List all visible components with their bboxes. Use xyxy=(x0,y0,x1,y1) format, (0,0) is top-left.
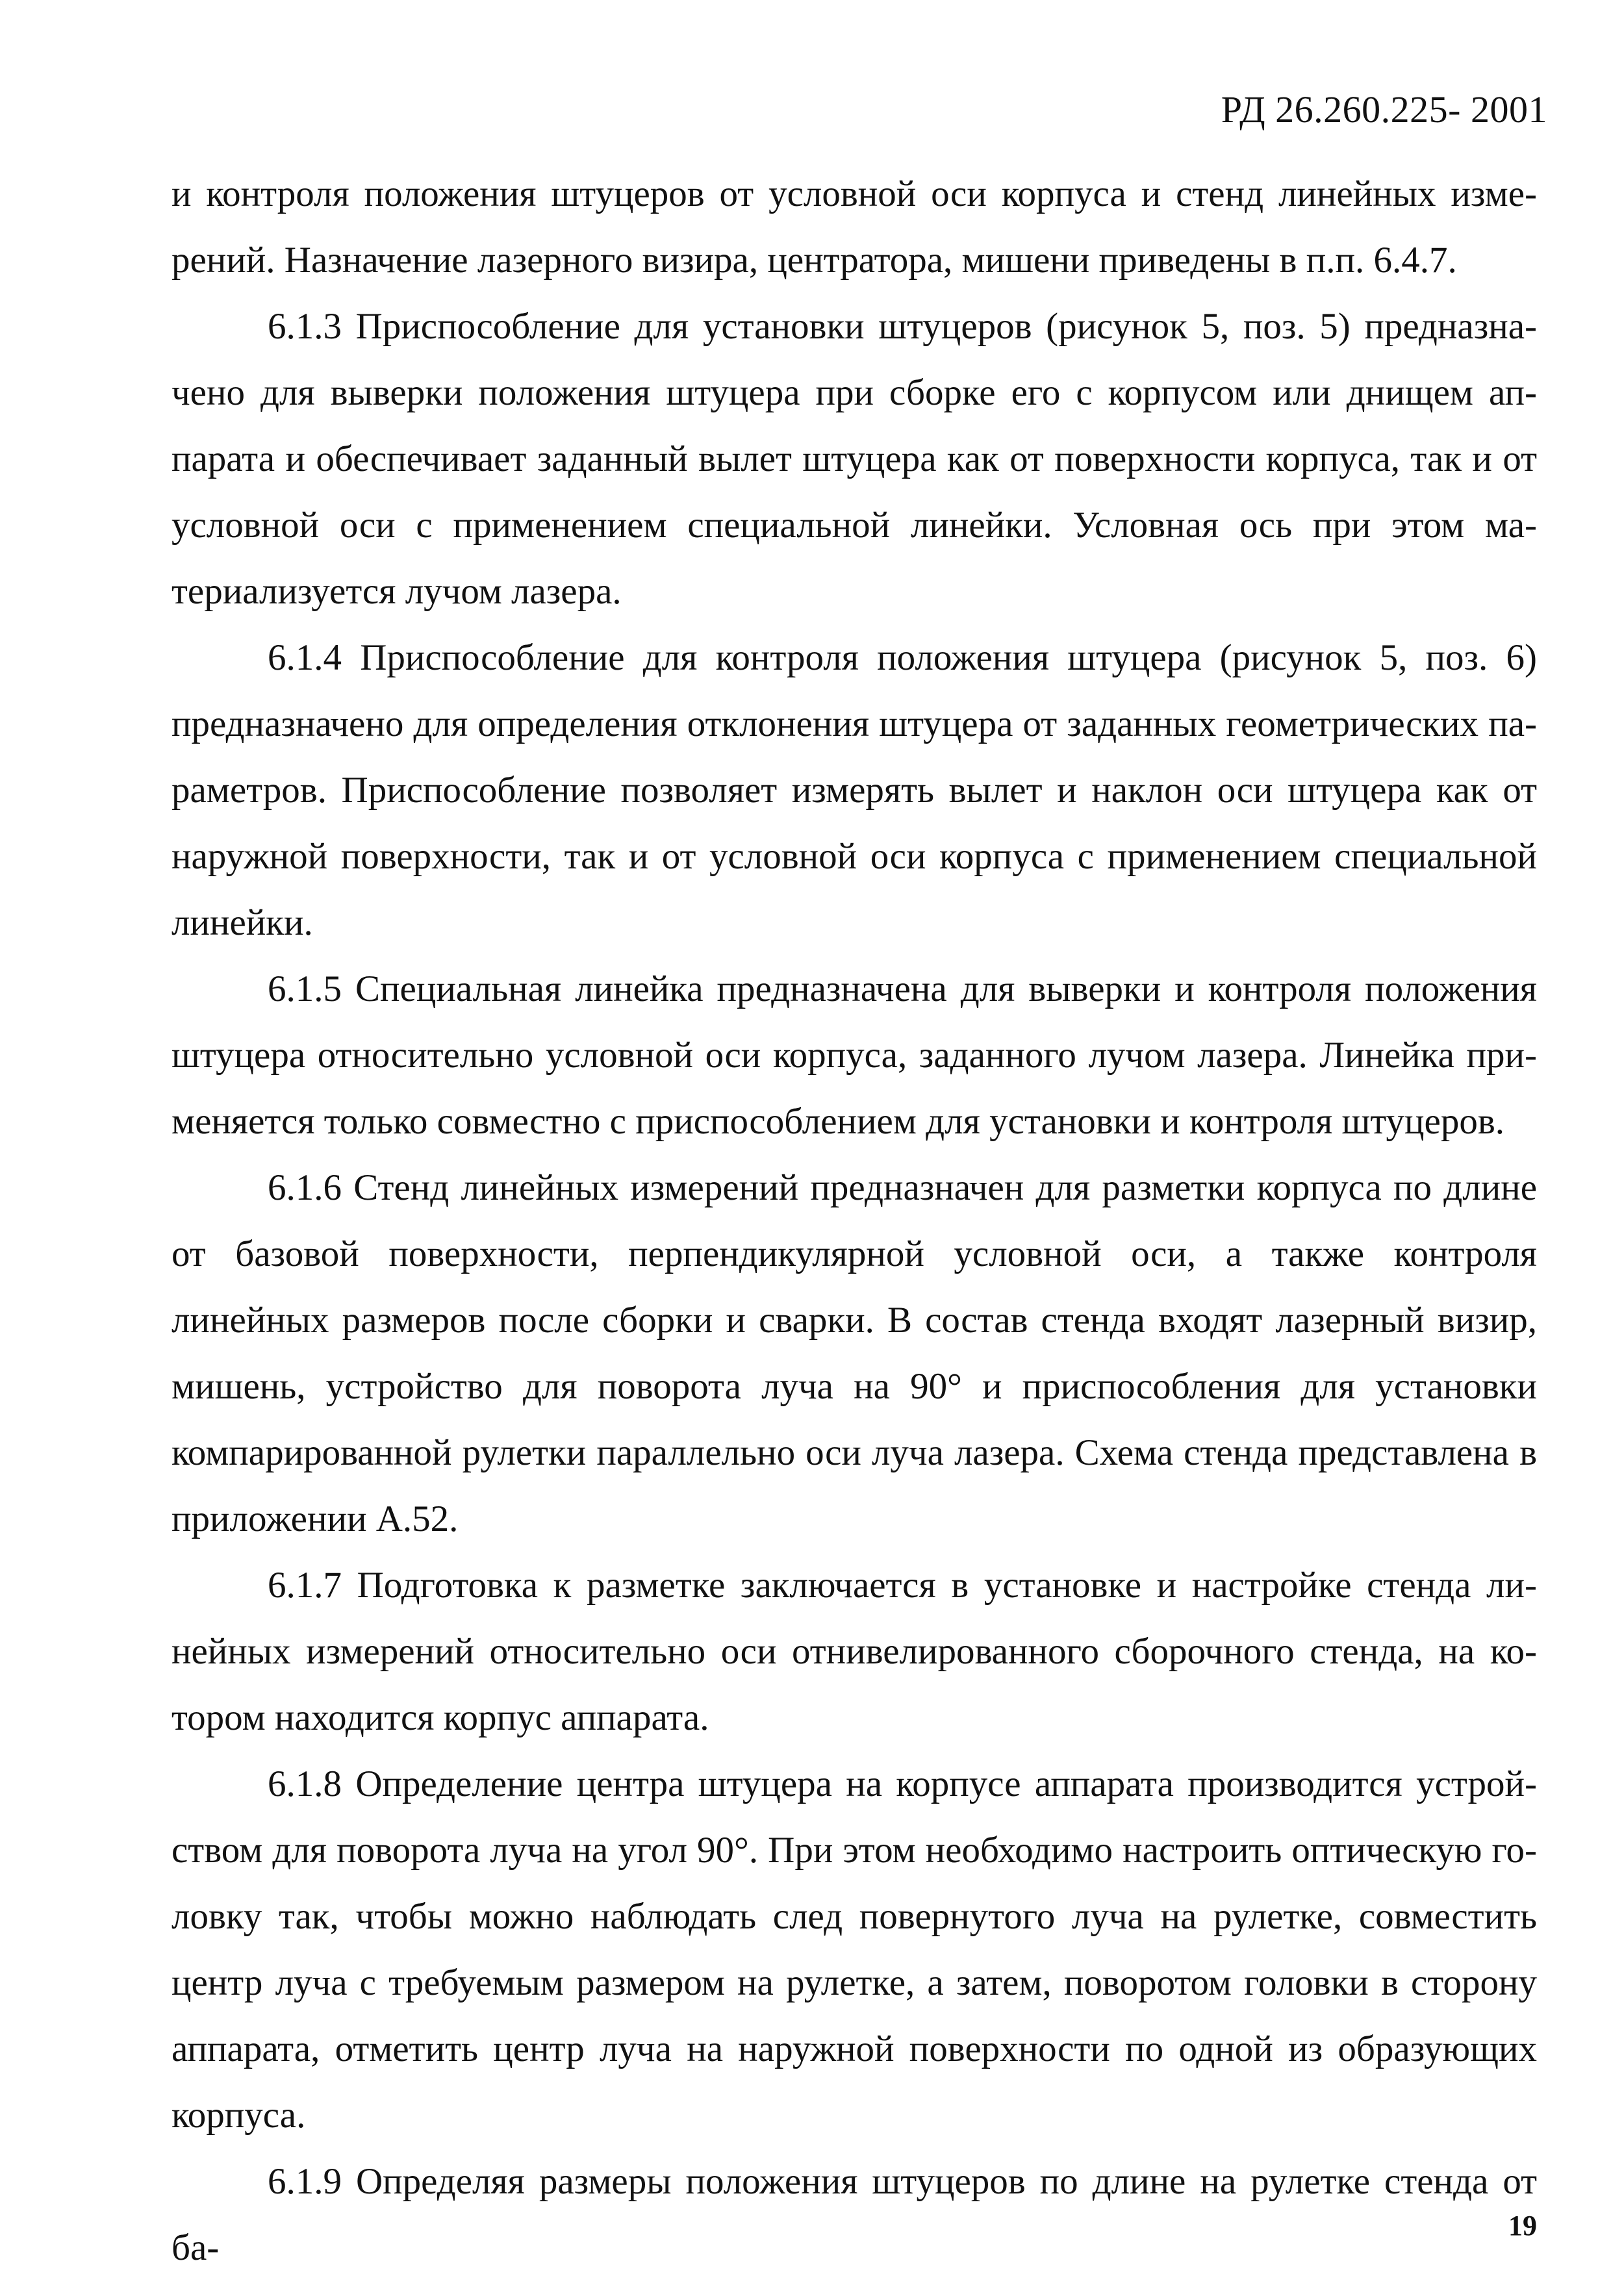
paragraph-continuation: и контроля положения штуцеров от условной оси корпуса и стенд линейных измерений. Назначение лазерного визира, центратора, мишени приведены в п.п. 6.4.7. xyxy=(171,173,1537,281)
paragraph-6-1-6: 6.1.6 Стенд линейных измерений предназначен для разметки корпуса по длине от базовой поверхности, перпендикулярной условной оси, а также контроля линейных размеров после сборки и сварки. В состав стенда входят лазерный визир, мишень, устройство для поворота луча на 90° и приспособления для установки компарированной рулетки параллельно оси луча лазера. Схема стенда представлена в приложении А.52. xyxy=(171,1167,1537,1539)
page-body xyxy=(171,161,1537,2281)
paragraph-6-1-9: 6.1.9 Определяя размеры положения штуцеров по длине на рулетке стенда от ба- xyxy=(171,2161,1537,2268)
page-number: 19 xyxy=(1508,2210,1537,2242)
paragraph-6-1-4: 6.1.4 Приспособление для контроля положения штуцера (рисунок 5, поз. 6) предназначено для определения отклонения штуцера от заданных геометрических параметров. Приспособление позволяет измерять вылет и наклон оси штуцера как от наружной поверхности, так и от условной оси корпуса с применением специальной линейки. xyxy=(171,637,1537,943)
paragraph-6-1-8: 6.1.8 Определение центра штуцера на корпусе аппарата производится устройством для поворота луча на угол 90°. При этом необходимо настроить оптическую головку так, чтобы можно наблюдать след повернутого луча на рулетке, совместить центр луча с требуемым размером на рулетке, а затем, поворотом головки в сторону аппарата, отметить центр луча на наружной поверхности по одной из образующих корпуса. xyxy=(171,1763,1537,2136)
paragraph-6-1-5: 6.1.5 Специальная линейка предназначена для выверки и контроля положения штуцера относительно условной оси корпуса, заданного лучом лазера. Линейка применяется только совместно с приспособлением для установки и контроля штуцеров. xyxy=(171,968,1537,1142)
paragraph-6-1-3: 6.1.3 Приспособление для установки штуцеров (рисунок 5, поз. 5) предназначено для выверки положения штуцера при сборке его с корпусом или днищем аппарата и обеспечивает заданный вылет штуцера как от поверхности корпуса, так и от условной оси с применением специальной линейки. Условная ось при этом материализуется лучом лазера. xyxy=(171,306,1537,612)
document-code: РД 26.260.225- 2001 xyxy=(1221,88,1547,131)
paragraph-6-1-7: 6.1.7 Подготовка к разметке заключается в установке и настройке стенда линейных измерений относительно оси отнивелированного сборочного стенда, на котором находится корпус аппарата. xyxy=(171,1565,1537,1738)
